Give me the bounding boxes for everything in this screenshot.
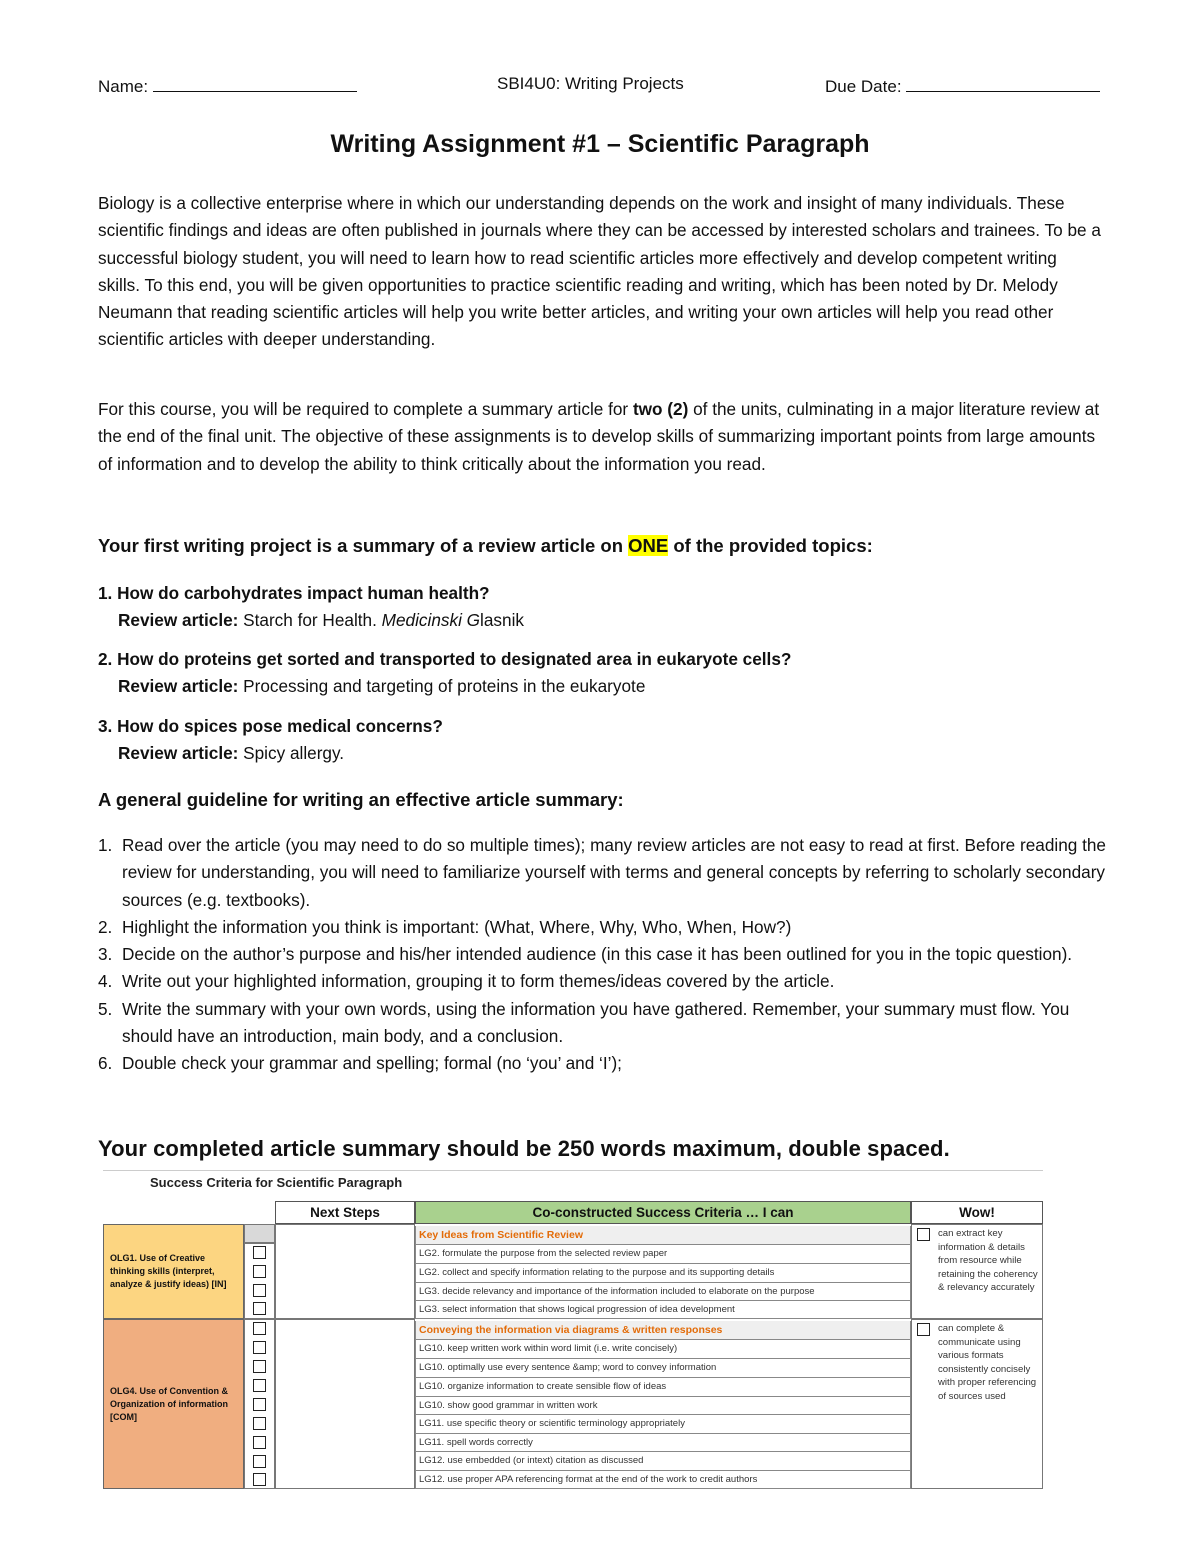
criteria-header: Co-constructed Success Criteria … I can <box>415 1201 911 1224</box>
olg1-criteria-heading: Key Ideas from Scientific Review <box>415 1226 911 1245</box>
olg1-label: OLG1. Use of Creative thinking skills (interpret, analyze & justify ideas) [IN] <box>103 1224 244 1319</box>
name-field <box>98 74 357 97</box>
review-label: Review article: <box>118 610 239 631</box>
intro-paragraph: Biology is a collective enterprise where in which our understanding depends on the work and insight of many individuals. These scientific findings and ideas are often published in journals where they can be accessed by interested scholars and trainees. To be a successful biology student, you will need to learn how to read scientific articles more effectively and develop competent writing skills. To this end, you will be given opportunities to practice scientific reading and writing, which has been noted by Dr. Melody Neumann that reading scientific articles will help you write better articles, and writing your own articles will help you read other scientific articles with deeper understanding. <box>98 193 1101 350</box>
checkbox[interactable] <box>253 1284 266 1297</box>
review-label: Review article: <box>118 676 239 697</box>
list-text: Decide on the author’s purpose and his/her intended audience (in this case it has been outlined for you in the topic question). <box>122 944 1073 965</box>
list-item <box>98 1050 1108 1077</box>
criteria-row: LG10. keep written work within word limit (i.e. write concisely) <box>415 1340 911 1359</box>
topic-review <box>98 740 1108 767</box>
list-number: 4. <box>98 971 113 992</box>
list-text: Read over the article (you may need to do so multiple times); many review articles are not easy to read at first. Before reading the review for understanding, you will need to familiarize yourself with terms and general concepts by referring to scholarly secondary sources (e.g. textbooks). <box>122 835 1106 910</box>
checkbox[interactable] <box>253 1322 266 1335</box>
page-title: Writing Assignment #1 – Scientific Paragraph <box>330 130 870 158</box>
next-steps-header: Next Steps <box>275 1201 415 1224</box>
due-date-field <box>825 74 1100 97</box>
review-journal-rest: lasnik <box>480 610 524 631</box>
criteria-row: LG3. select information that shows logical progression of idea development <box>415 1301 911 1319</box>
list-item <box>98 968 1108 995</box>
criteria-row: LG10. organize information to create sensible flow of ideas <box>415 1378 911 1397</box>
topic-review <box>98 607 1108 634</box>
guideline-list <box>98 832 1108 1078</box>
checkbox[interactable] <box>253 1455 266 1468</box>
checkbox[interactable] <box>253 1341 266 1354</box>
review-journal: Medicinski G <box>381 610 481 631</box>
topic-2 <box>98 646 1108 701</box>
course-paragraph-text: For this course, you will be required to complete a summary article for <box>98 399 633 419</box>
course-paragraph-text-2: of the units, culminating in a major literature review at the end of the final unit. The objective of these assignments is to develop skills of summarizing important points from large amounts of information and to develop the ability to think critically about the information you read. <box>98 399 1100 474</box>
course-paragraph-bold: two (2) <box>632 399 689 419</box>
project-heading-text: Your first writing project is a summary of a review article on <box>98 535 629 556</box>
name-blank[interactable] <box>153 74 357 92</box>
course-paragraph <box>98 396 1103 478</box>
rubric-title: Success Criteria for Scientific Paragraph <box>150 1175 403 1190</box>
list-number: 5. <box>98 998 113 1019</box>
olg4-criteria-heading: Conveying the information via diagrams & written responses <box>415 1321 911 1340</box>
criteria-row: LG12. use embedded (or intext) citation as discussed <box>415 1452 911 1471</box>
checkbox[interactable] <box>253 1436 266 1449</box>
checkbox[interactable] <box>917 1228 930 1241</box>
guideline-heading: A general guideline for writing an effective article summary: <box>98 789 624 810</box>
topic-review <box>98 673 1108 700</box>
list-text: Highlight the information you think is important: (What, Where, Why, Who, When, How?) <box>122 916 792 937</box>
list-item <box>98 996 1108 1051</box>
project-heading <box>98 532 1108 559</box>
name-label: Name: <box>98 77 149 96</box>
review-article: Spicy allergy. <box>238 743 345 764</box>
checkbox[interactable] <box>253 1302 266 1315</box>
checkbox[interactable] <box>253 1398 266 1411</box>
olg4-label: OLG4. Use of Convention & Organization of information [COM] <box>103 1319 244 1489</box>
wow-header: Wow! <box>911 1201 1043 1224</box>
requirement-statement: Your completed article summary should be 250 words maximum, double spaced. <box>98 1136 950 1161</box>
list-item <box>98 914 1108 941</box>
list-text: Write out your highlighted information, grouping it to form themes/ideas covered by the article. <box>122 971 835 992</box>
olg1-next-steps-cell[interactable] <box>275 1224 415 1319</box>
list-item <box>98 941 1108 968</box>
criteria-row: LG12. use proper APA referencing format at the end of the work to credit authors <box>415 1471 911 1489</box>
project-heading-highlight: ONE <box>628 535 669 556</box>
due-date-label: Due Date: <box>825 77 902 96</box>
criteria-row: LG11. use specific theory or scientific terminology appropriately <box>415 1415 911 1434</box>
review-article: Starch for Health. <box>238 610 382 631</box>
checkbox[interactable] <box>917 1323 930 1336</box>
criteria-row: LG2. collect and specify information relating to the purpose and its supporting details <box>415 1264 911 1283</box>
topic-question: 3. How do spices pose medical concerns? <box>98 716 443 736</box>
checkbox[interactable] <box>253 1246 266 1259</box>
checkbox[interactable] <box>253 1360 266 1373</box>
topic-3 <box>98 713 1108 768</box>
criteria-row: LG3. decide relevancy and importance of the information included to elaborate on the purpose <box>415 1283 911 1301</box>
list-text: Double check your grammar and spelling; formal (no ‘you’ and ‘I’); <box>122 1053 622 1074</box>
due-date-blank[interactable] <box>906 74 1100 92</box>
criteria-row: LG10. optimally use every sentence &amp; word to convey information <box>415 1359 911 1378</box>
olg4-next-steps-cell[interactable] <box>275 1319 415 1489</box>
list-number: 1. <box>98 835 113 855</box>
course-label: SBI4U0: Writing Projects <box>497 74 684 93</box>
criteria-row: LG2. formulate the purpose from the selected review paper <box>415 1245 911 1264</box>
criteria-row: LG10. show good grammar in written work <box>415 1397 911 1415</box>
checkbox[interactable] <box>253 1265 266 1278</box>
list-number: 2. <box>98 916 113 937</box>
list-text: Write the summary with your own words, using the information you have gathered. Remember, your summary must flow. You should have an introduction, main body, and a conclusion. <box>122 998 1070 1047</box>
olg1-gray-cell <box>244 1224 275 1243</box>
review-article: Processing and targeting of proteins in the eukaryote <box>238 676 646 697</box>
topic-question: 2. How do proteins get sorted and transported to designated area in eukaryote cells? <box>98 649 792 669</box>
olg4-wow-text: can complete & communicate using various formats consistently concisely with proper referencing of sources used <box>938 1323 1037 1402</box>
list-number: 3. <box>98 944 113 965</box>
topic-1 <box>98 580 1108 635</box>
criteria-row: LG11. spell words correctly <box>415 1434 911 1452</box>
olg1-wow-text: can extract key information & details from resource while retaining the coherency & relevancy accurately <box>938 1228 1038 1293</box>
list-number: 6. <box>98 1053 113 1074</box>
topic-question: 1. How do carbohydrates impact human health? <box>98 583 490 603</box>
project-heading-text-2: of the provided topics: <box>668 535 873 556</box>
checkbox[interactable] <box>253 1417 266 1430</box>
review-label: Review article: <box>118 743 239 764</box>
checkbox[interactable] <box>253 1473 266 1486</box>
checkbox[interactable] <box>253 1379 266 1392</box>
list-item <box>98 832 1108 914</box>
rubric-top-rule <box>103 1170 1043 1171</box>
